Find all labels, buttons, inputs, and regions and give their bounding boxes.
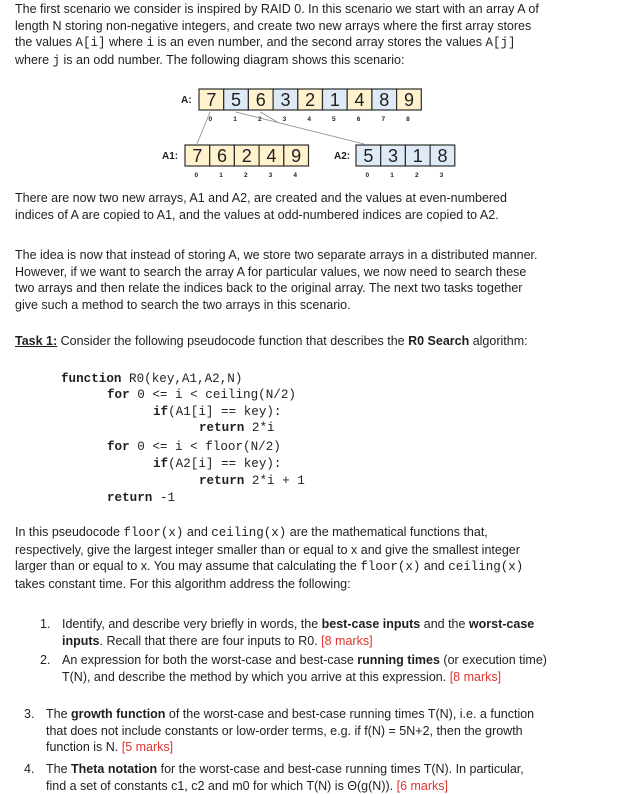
marks-badge: [5 marks] — [121, 740, 174, 755]
array-a2-index: 3 — [439, 172, 444, 179]
intro-line-4: where j is an odd number. The following diagram shows this scenario: — [15, 52, 405, 68]
code-line-8: return -1 — [107, 491, 176, 505]
array-a-cell-value: 8 — [379, 90, 390, 110]
code-line-3: if(A1[i] == key): — [153, 405, 282, 419]
array-a-index: 8 — [406, 116, 410, 123]
array-a1-index: 2 — [243, 172, 248, 179]
array-a2-index: 1 — [390, 172, 394, 179]
algorithm-name: R0 Search — [408, 334, 470, 348]
array-a-cell-value: 4 — [354, 90, 365, 110]
array-a2-cell-value: 5 — [363, 146, 374, 166]
fc-line-4: takes constant time. For this algorithm address the following: — [15, 576, 351, 591]
code-line-4: return 2*i — [199, 421, 275, 435]
code-line-6: if(A2[i] == key): — [153, 457, 282, 471]
split-line-2: indices of A are copied to A1, and the values at odd-numbered indices are copied to A2. — [15, 207, 499, 222]
array-a-index: 0 — [208, 116, 213, 123]
array-a1-cell-value: 4 — [266, 146, 277, 166]
code-line-5: for 0 <= i < floor(N/2) — [107, 440, 281, 454]
task1-heading: Task 1: Consider the following pseudocode function that describes the R0 Search algorithm: — [15, 334, 528, 348]
floor-ceiling-paragraph — [15, 524, 627, 592]
array-a-index: 4 — [307, 116, 311, 123]
array-a-index: 3 — [282, 116, 287, 123]
fc-line-1: In this pseudocode floor(x) and ceiling(x) are the mathematical functions that, — [15, 525, 488, 540]
array-a-cell-value: 2 — [305, 90, 316, 110]
code-line-1: function R0(key,A1,A2,N) — [61, 372, 243, 386]
intro-line-3: the values A[i] where i is an even number, and the second array stores the values A[j] — [15, 35, 516, 51]
marks-badge: [6 marks] — [396, 778, 448, 793]
array-a-cell-value: 6 — [255, 90, 266, 110]
marks-badge: [8 marks] — [321, 633, 373, 648]
array-a1-index: 1 — [219, 172, 223, 179]
array-a2-cell-value: 3 — [388, 146, 399, 166]
array-a-cell-value: 9 — [403, 90, 414, 110]
code-line-7: return 2*i + 1 — [199, 474, 305, 488]
array-a2-index: 0 — [365, 172, 370, 179]
distributed-paragraph — [15, 247, 627, 313]
array-a1-index: 3 — [268, 172, 273, 179]
split-arrow — [197, 112, 210, 144]
array-a-index: 2 — [257, 116, 262, 123]
marks-badge: [8 marks] — [449, 669, 502, 684]
code-line-2: for 0 <= i < ceiling(N/2) — [107, 388, 296, 402]
distributed-line-2: However, if we want to search the array A for particular values, we now need to search these — [15, 264, 527, 279]
array-a1-index: 4 — [293, 172, 297, 179]
fc-line-2: respectively, give the largest integer smaller than or equal to x and give the smallest integer — [15, 542, 520, 557]
distributed-line-4: give such a method to search the two arrays in this scenario. — [15, 297, 351, 312]
intro-line-1: The first scenario we consider is inspired by RAID 0. In this scenario we start with an array A of — [15, 2, 539, 16]
array-a1-cell-value: 6 — [217, 146, 228, 166]
array-a1-index: 0 — [194, 172, 199, 179]
distributed-line-1: The idea is now that instead of storing A, we store two separate arrays in a distributed manner. — [15, 248, 538, 262]
array-a1-cell-value: 9 — [291, 146, 302, 166]
array-a-cell-value: 1 — [329, 90, 340, 110]
raid0-diagram — [0, 0, 635, 200]
array-a2-label: A2: — [334, 151, 351, 162]
split-arrow — [236, 112, 364, 144]
array-a-index: 6 — [356, 116, 361, 123]
split-explanation — [15, 190, 627, 223]
split-line-1: There are now two new arrays, A1 and A2, are created and the values at even-numbered — [15, 191, 507, 205]
distributed-line-3: two arrays and then relate the indices back to the original array. The next two tasks together — [15, 281, 523, 296]
intro-line-2: length N storing non-negative integers, and create two new arrays where the first array stores — [15, 18, 532, 33]
task1-label: Task 1: — [15, 334, 58, 348]
array-a-cell-value: 5 — [231, 90, 242, 110]
array-a-index: 1 — [233, 116, 237, 123]
array-a2-index: 2 — [414, 172, 419, 179]
array-a1-cell-value: 7 — [192, 146, 203, 166]
array-a-label: A: — [181, 95, 192, 106]
array-a-index: 7 — [381, 116, 386, 123]
array-a2-cell-value: 1 — [412, 146, 423, 166]
array-a1-label: A1: — [162, 151, 179, 162]
fc-line-3: larger than or equal to x. You may assume that calculating the floor(x) and ceiling(x) — [15, 559, 524, 575]
array-a2-cell-value: 8 — [437, 146, 448, 166]
array-a1-cell-value: 2 — [241, 146, 252, 166]
array-a-cell-value: 3 — [280, 90, 291, 110]
array-a-cell-value: 7 — [206, 90, 217, 110]
array-a-index: 5 — [332, 116, 336, 123]
